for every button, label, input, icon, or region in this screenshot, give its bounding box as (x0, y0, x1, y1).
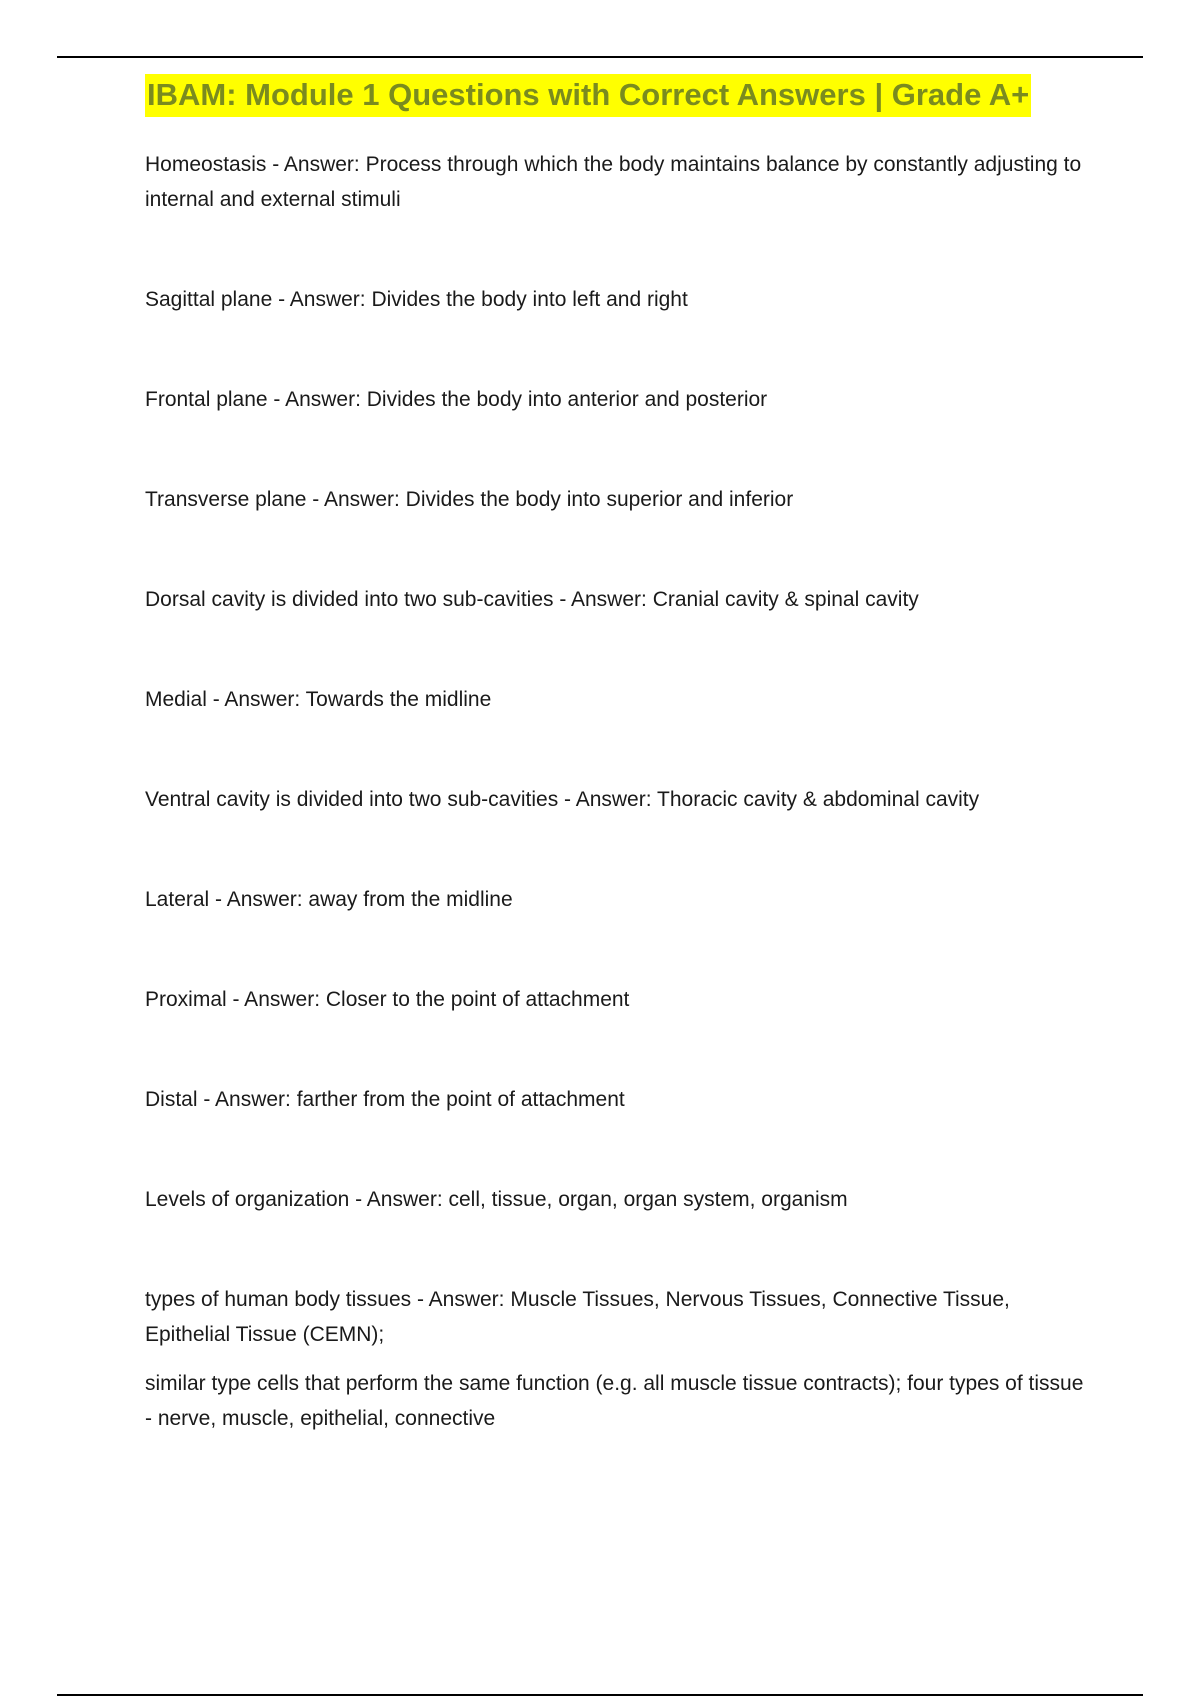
qa-item-proximal: Proximal - Answer: Closer to the point of attachment (145, 988, 630, 1011)
bottom-rule (57, 1694, 1143, 1696)
qa-item-medial: Medial - Answer: Towards the midline (145, 688, 492, 711)
qa-item-frontal-plane: Frontal plane - Answer: Divides the body into anterior and posterior (145, 388, 768, 411)
qa-item-tissue-definition: similar type cells that perform the same function (e.g. all muscle tissue contracts); four types of tissue - nerve, muscle, epithelial, connective (145, 1372, 1084, 1430)
qa-item-distal: Distal - Answer: farther from the point of attachment (145, 1088, 625, 1111)
qa-list (145, 147, 1095, 1436)
qa-item-sagittal-plane: Sagittal plane - Answer: Divides the body into left and right (145, 288, 688, 311)
document-body (145, 74, 1095, 1501)
document-title: IBAM: Module 1 Questions with Correct Answers | Grade A+ (145, 74, 1031, 117)
qa-item-transverse-plane: Transverse plane - Answer: Divides the body into superior and inferior (145, 488, 794, 511)
qa-item-tissue-types: types of human body tissues - Answer: Muscle Tissues, Nervous Tissues, Connective Tissue, Epithelial Tissue (CEMN); (145, 1288, 1010, 1346)
qa-item-homeostasis: Homeostasis - Answer: Process through which the body maintains balance by constantly adjusting to internal and external stimuli (145, 153, 1082, 211)
top-rule (57, 56, 1143, 58)
qa-item-dorsal-cavity: Dorsal cavity is divided into two sub-cavities - Answer: Cranial cavity & spinal cavity (145, 588, 919, 611)
qa-item-lateral: Lateral - Answer: away from the midline (145, 888, 513, 911)
qa-item-levels-of-organization: Levels of organization - Answer: cell, tissue, organ, organ system, organism (145, 1188, 848, 1211)
qa-item-ventral-cavity: Ventral cavity is divided into two sub-cavities - Answer: Thoracic cavity & abdominal cavity (145, 788, 980, 811)
